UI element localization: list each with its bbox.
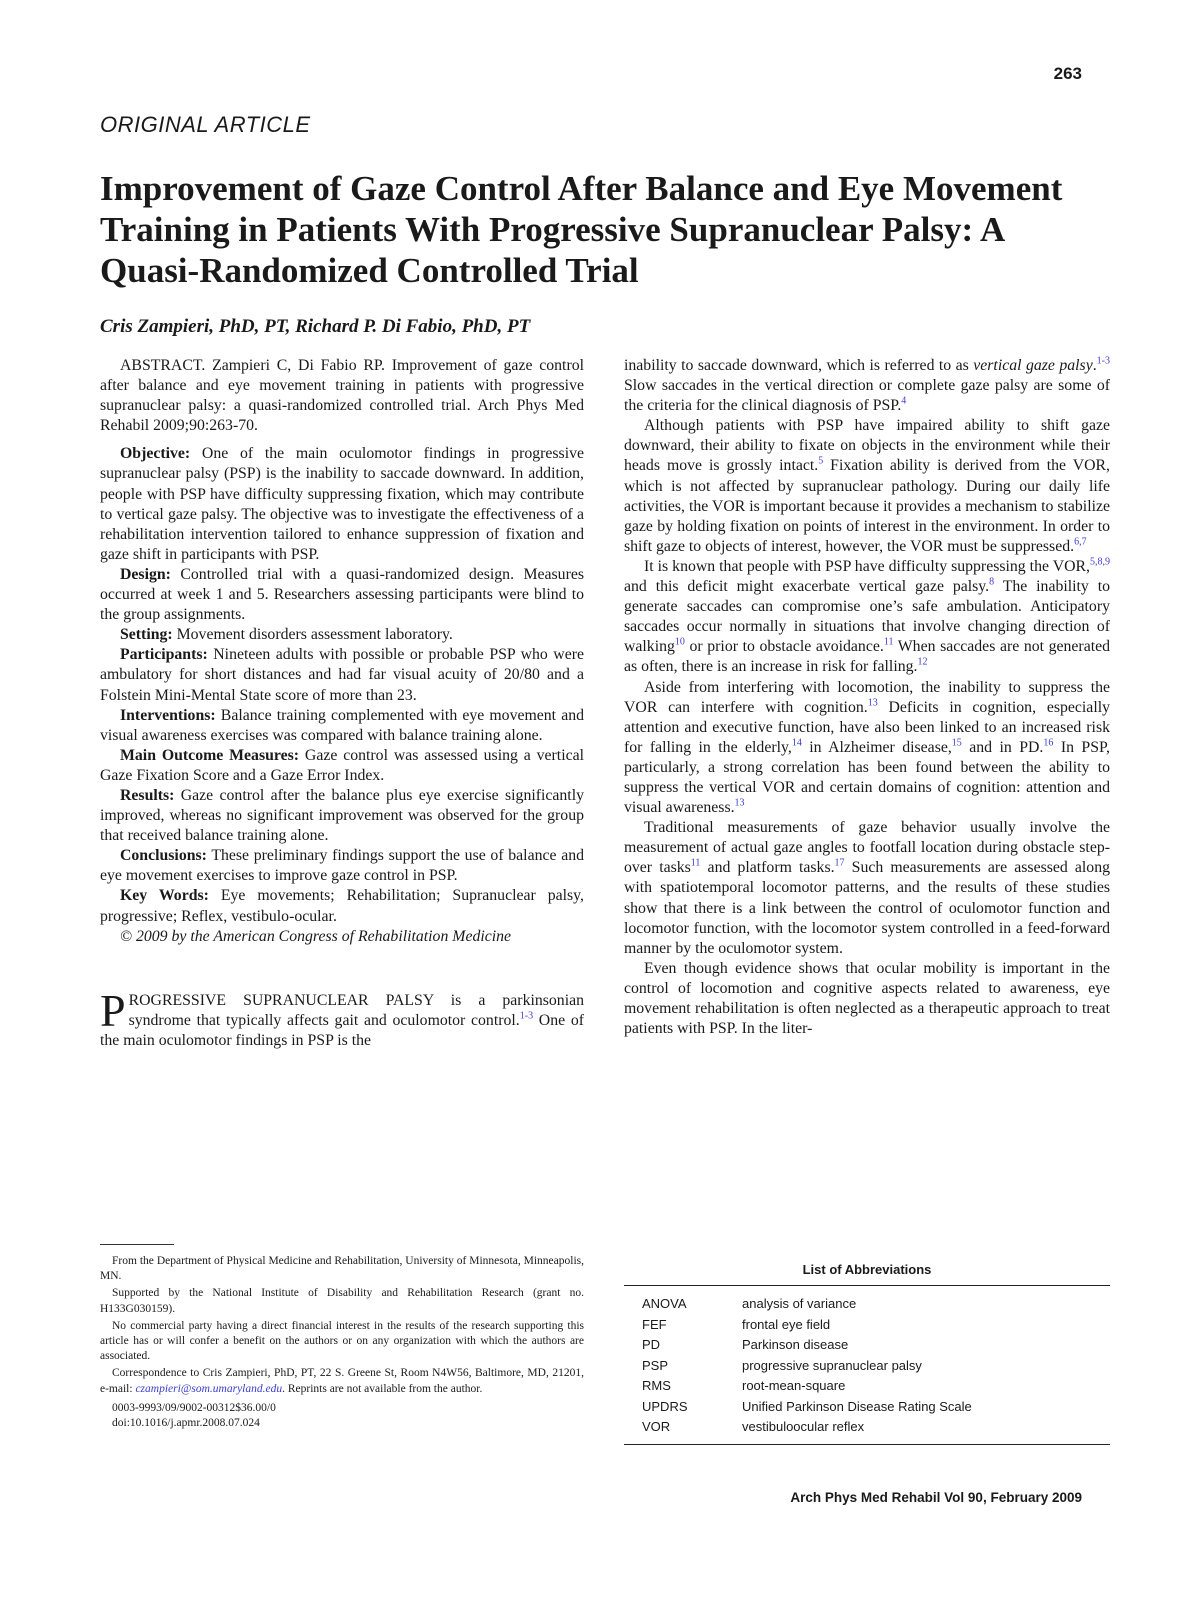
footnote-affiliation: From the Department of Physical Medicine and Rehabilitation, University of Minnesota, Minneapolis, MN. [100, 1255, 584, 1283]
abbreviations-bottom-rule [624, 1444, 1110, 1445]
abbreviation-row: PSP progressive supranuclear palsy [642, 1357, 922, 1373]
abstract-results: Results: Gaze control after the balance plus eye exercise significantly improved, whereas no significant improvement was observed for the group that received balance training alone. [100, 786, 584, 845]
article-title: Improvement of Gaze Control After Balance and Eye Movement Training in Patients With Progressive Supranuclear Palsy: A Quasi-Randomized Controlled Trial [100, 169, 1063, 290]
abstract-keywords: Key Words: Eye movements; Rehabilitation; Supranuclear palsy, progressive; Reflex, vestibulo-ocular. [100, 887, 584, 925]
abbreviation-row: FEF frontal eye field [642, 1316, 831, 1332]
intro-smallcaps: ROGRESSIVE SUPRANUCLEAR PALSY [128, 991, 434, 1009]
footnote-issn: 0003-9993/09/9002-00312$36.00/0 [112, 1401, 276, 1414]
footnote-funding: Supported by the National Institute of Disability and Rehabilitation Research (grant no. H133G030159). [100, 1287, 584, 1315]
author-list: Cris Zampieri, PhD, PT, Richard P. Di Fabio, PhD, PT [100, 316, 531, 337]
citation-ref: 8 [989, 576, 995, 588]
section-label: ORIGINAL ARTICLE [100, 112, 311, 137]
drop-cap: P [100, 984, 126, 1036]
body-paragraph: Even though evidence shows that ocular mobility is important in the control of locomotion and cognitive aspects related to awareness, eye movement rehabilitation is often neglected as a therapeutic approach to treat patients with PSP. In the liter- [624, 959, 1110, 1038]
footnotes [100, 1254, 584, 1433]
abstract-interventions: Interventions: Balance training complemented with eye movement and visual awareness exercises was compared with balance training alone. [100, 706, 584, 744]
citation-ref: 14 [791, 737, 802, 749]
abbreviation-row: ANOVA analysis of variance [642, 1296, 857, 1311]
body-paragraph: inability to saccade downward, which is referred to as vertical gaze palsy.$^{1-3}$ Slow saccades in the vertical direction or complete gaze palsy are some of the criteria for the clinical diagnosis of PSP.$^4$ [624, 355, 1111, 415]
abbreviation-row: VOR vestibuloocular reflex [642, 1419, 865, 1434]
abstract-conclusions: Conclusions: These preliminary findings support the use of balance and eye movement exercises to improve gaze control in PSP. [100, 847, 585, 885]
citation-ref: 16 [1043, 737, 1054, 749]
copyright-notice: © 2009 by the American Congress of Rehabilitation Medicine [120, 927, 512, 945]
citation-ref: 1-3 [1096, 355, 1111, 367]
citation-ref: 11 [690, 858, 701, 870]
abstract-participants: Participants: Nineteen adults with possible or probable PSP who were ambulatory for short distances and had far visual acuity of 20/80 and a Folstein Mini-Mental State score of more than 23. [100, 646, 584, 704]
abbreviation-row: UPDRS Unified Parkinson Disease Rating Scale [642, 1398, 972, 1414]
citation-ref: 5,8,9 [1090, 556, 1110, 568]
intro-paragraph: PROGRESSIVE SUPRANUCLEAR PALSY is a parkinsonian syndrome that typically affects gait and oculomotor control.$^{1-3}$ One of the main oculomotor findings in PSP is the [100, 984, 584, 1049]
citation-ref: 10 [674, 637, 685, 649]
footnote-conflict: No commercial party having a direct financial interest in the results of the research supporting this article has or will confer a benefit on the authors or on any organization with which the authors are associated. [100, 1319, 584, 1363]
abstract-setting: Setting: Movement disorders assessment laboratory. [120, 626, 453, 644]
journal-footer: Arch Phys Med Rehabil Vol 90, February 2009 [790, 1490, 1082, 1505]
abbreviation-row: RMS root-mean-square [642, 1378, 846, 1393]
abstract-design: Design: Controlled trial with a quasi-randomized design. Measures occurred at week 1 and 5. Researchers assessing participants were blind to the group assignments. [100, 565, 585, 624]
citation-ref: 17 [834, 858, 845, 870]
body-paragraph: Although patients with PSP have impaired ability to shift gaze downward, their ability to fixate on objects in the environment while their heads move is grossly intact.$^5$ Fixation ability is derived from the VOR, which is not affected by supranuclear pathology. During our daily life activities, the VOR is important because it provides a mechanism to stabilize gaze by holding fixation on points of interest in the environment. In order to shift gaze to objects of interest, however, the VOR must be suppressed.$^{6,7}$ [624, 417, 1111, 555]
abstract-objective: Objective: One of the main oculomotor findings in progressive supranuclear palsy (PSP) is the inability to saccade downward. In addition, people with PSP have difficulty suppressing fixation, which may contribute to vertical gaze palsy. The objective was to investigate the effectiveness of a rehabilitation intervention tailored to enhance suppression of fixation and gaze shift in participants with PSP. [100, 445, 584, 563]
body-paragraph: Aside from interfering with locomotion, the inability to suppress the VOR can interfere with cognition.$^{13}$ Deficits in cognition, especially attention and executive function, have also been linked to an increased risk for falling in the elderly,$^{14}$ in Alzheimer disease,$^{15}$ and in PD.$^{16}$ In PSP, particularly, a strong correlation has been found between the ability to suppress the vertical VOR and certain domains of cognition: attention and visual awareness.$^{13}$ [624, 678, 1110, 817]
abstract-outcome-measures: Main Outcome Measures: Gaze control was assessed using a vertical Gaze Fixation Score and a Gaze Error Index. [100, 746, 584, 784]
abstract-citation: ABSTRACT. Zampieri C, Di Fabio RP. Improvement of gaze control after balance and eye movement training in patients with progressive supranuclear palsy: a quasi-randomized controlled trial. Arch Phys Med Rehabil 2009;90:263-70. [100, 357, 584, 435]
abbreviation-row: PD Parkinson disease [642, 1337, 849, 1352]
body-paragraph: It is known that people with PSP have difficulty suppressing the VOR,$^{5,8,9}$ and this deficit might exacerbate vertical gaze palsy.$^8$ The inability to generate saccades can compromise one’s safe ambulation. Anticipatory saccades occur normally in situations that involve changing direction of walking$^{10}$ or prior to obstacle avoidance.$^{11}$ When saccades are not generated as often, there is an increase in risk for falling.$^{12}$ [624, 556, 1110, 676]
left-column [100, 356, 584, 1051]
citation-ref: 13 [867, 697, 878, 709]
citation-ref: 11 [883, 637, 894, 649]
footnote-doi: doi:10.1016/j.apmr.2008.07.024 [112, 1417, 260, 1430]
citation-ref: 5 [818, 456, 824, 468]
abbreviations-title: List of Abbreviations [802, 1262, 932, 1277]
citation-ref: 12 [917, 657, 928, 669]
abbreviations-list [624, 1286, 1110, 1444]
right-column [624, 356, 1110, 1039]
email-link[interactable]: czampieri@som.umaryland.edu [135, 1382, 283, 1395]
footnote-correspondence: Correspondence to Cris Zampieri, PhD, PT, 22 S. Greene St, Room N4W56, Baltimore, MD, 21201, e-mail: czampieri@som.umaryland.edu. Reprints are not available from the author. [100, 1367, 584, 1395]
abbreviations-box [624, 1262, 1110, 1445]
footnote-divider [100, 1244, 174, 1245]
page-number: 263 [1053, 64, 1082, 83]
citation-ref: 13 [734, 797, 745, 809]
citation-ref: 15 [951, 737, 962, 749]
body-paragraph: Traditional measurements of gaze behavior usually involve the measurement of actual gaze angles to footfall location during obstacle step-over tasks$^{11}$ and platform tasks.$^{17}$ Such measurements are assessed along with spatiotemporal locomotor patterns, and the results of these studies show that there is a link between the control of oculomotor function and locomotor function, with the locomotor system controlled in a feed-forward manner by the oculomotor system. [624, 819, 1111, 957]
citation-ref: 6,7 [1074, 536, 1087, 548]
citation-ref: 4 [901, 395, 907, 407]
citation-ref: 1-3 [519, 1010, 534, 1022]
